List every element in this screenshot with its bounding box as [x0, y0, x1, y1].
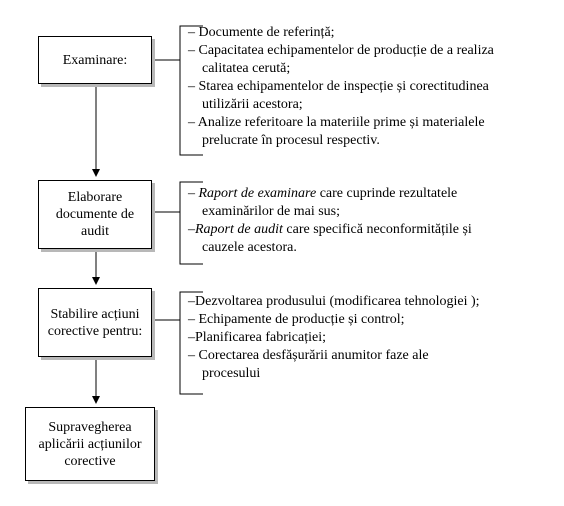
note-text: prelucrate în procesul respectiv.: [202, 133, 380, 148]
note-text: examinărilor de mai sus;: [202, 204, 341, 219]
notes-examinare: [188, 24, 494, 150]
note-text: care specifică neconformitățile și: [282, 222, 472, 237]
note-line: [188, 185, 472, 203]
note-line: [188, 311, 480, 329]
note-text: –Dezvoltarea produsului (modificarea tehnologiei );: [188, 294, 480, 309]
note-emphasis: Raport de examinare: [198, 186, 317, 201]
step-label-stabilire-actiuni: Stabilire acțiuni corective pentru:: [47, 306, 143, 339]
note-line: [188, 132, 494, 150]
note-line: [188, 239, 472, 257]
note-text: – Analize referitoare la materiile prime și materialele: [188, 115, 485, 130]
note-text: – Capacitatea echipamentelor de producție de a realiza: [188, 43, 494, 58]
notes-stabilire-actiuni: [188, 293, 480, 383]
note-line: [188, 42, 494, 60]
note-line: [188, 347, 480, 365]
note-dash: –: [188, 186, 199, 201]
note-text: – Echipamente de producție și control;: [188, 312, 405, 327]
note-line: [188, 114, 494, 132]
step-label-examinare: Examinare:: [62, 52, 128, 68]
note-line: [188, 78, 494, 96]
note-text: calitatea cerută;: [202, 61, 291, 76]
step-box-examinare: [38, 36, 152, 84]
note-emphasis: Raport de audit: [195, 222, 283, 237]
step-box-elaborare-documente: [38, 180, 152, 249]
note-line: [188, 365, 480, 383]
note-line: [188, 60, 494, 78]
note-text: – Starea echipamentelor de inspecție și corectitudinea: [188, 79, 489, 94]
note-text: cauzele acestora.: [202, 240, 297, 255]
step-label-supravegherea: Supravegherea aplicării acțiunilor corective: [38, 419, 142, 469]
step-label-elaborare-documente: Elaborare documente de audit: [55, 190, 135, 239]
note-line: [188, 203, 472, 221]
note-line: [188, 221, 472, 239]
note-text: care cuprinde rezultatele: [316, 186, 458, 201]
note-text: – Corectarea desfășurării anumitor faze ale: [188, 348, 429, 363]
note-text: –Planificarea fabricației;: [188, 330, 326, 345]
note-text: procesului: [202, 366, 261, 381]
note-dash: –: [188, 222, 195, 237]
note-line: [188, 293, 480, 311]
step-box-supravegherea: [25, 407, 155, 481]
note-line: [188, 329, 480, 347]
note-line: [188, 24, 494, 42]
note-text: – Documente de referință;: [188, 25, 335, 40]
notes-elaborare-documente: [188, 185, 472, 257]
step-box-stabilire-actiuni: [38, 288, 152, 357]
note-line: [188, 96, 494, 114]
note-text: utilizării acestora;: [202, 97, 303, 112]
